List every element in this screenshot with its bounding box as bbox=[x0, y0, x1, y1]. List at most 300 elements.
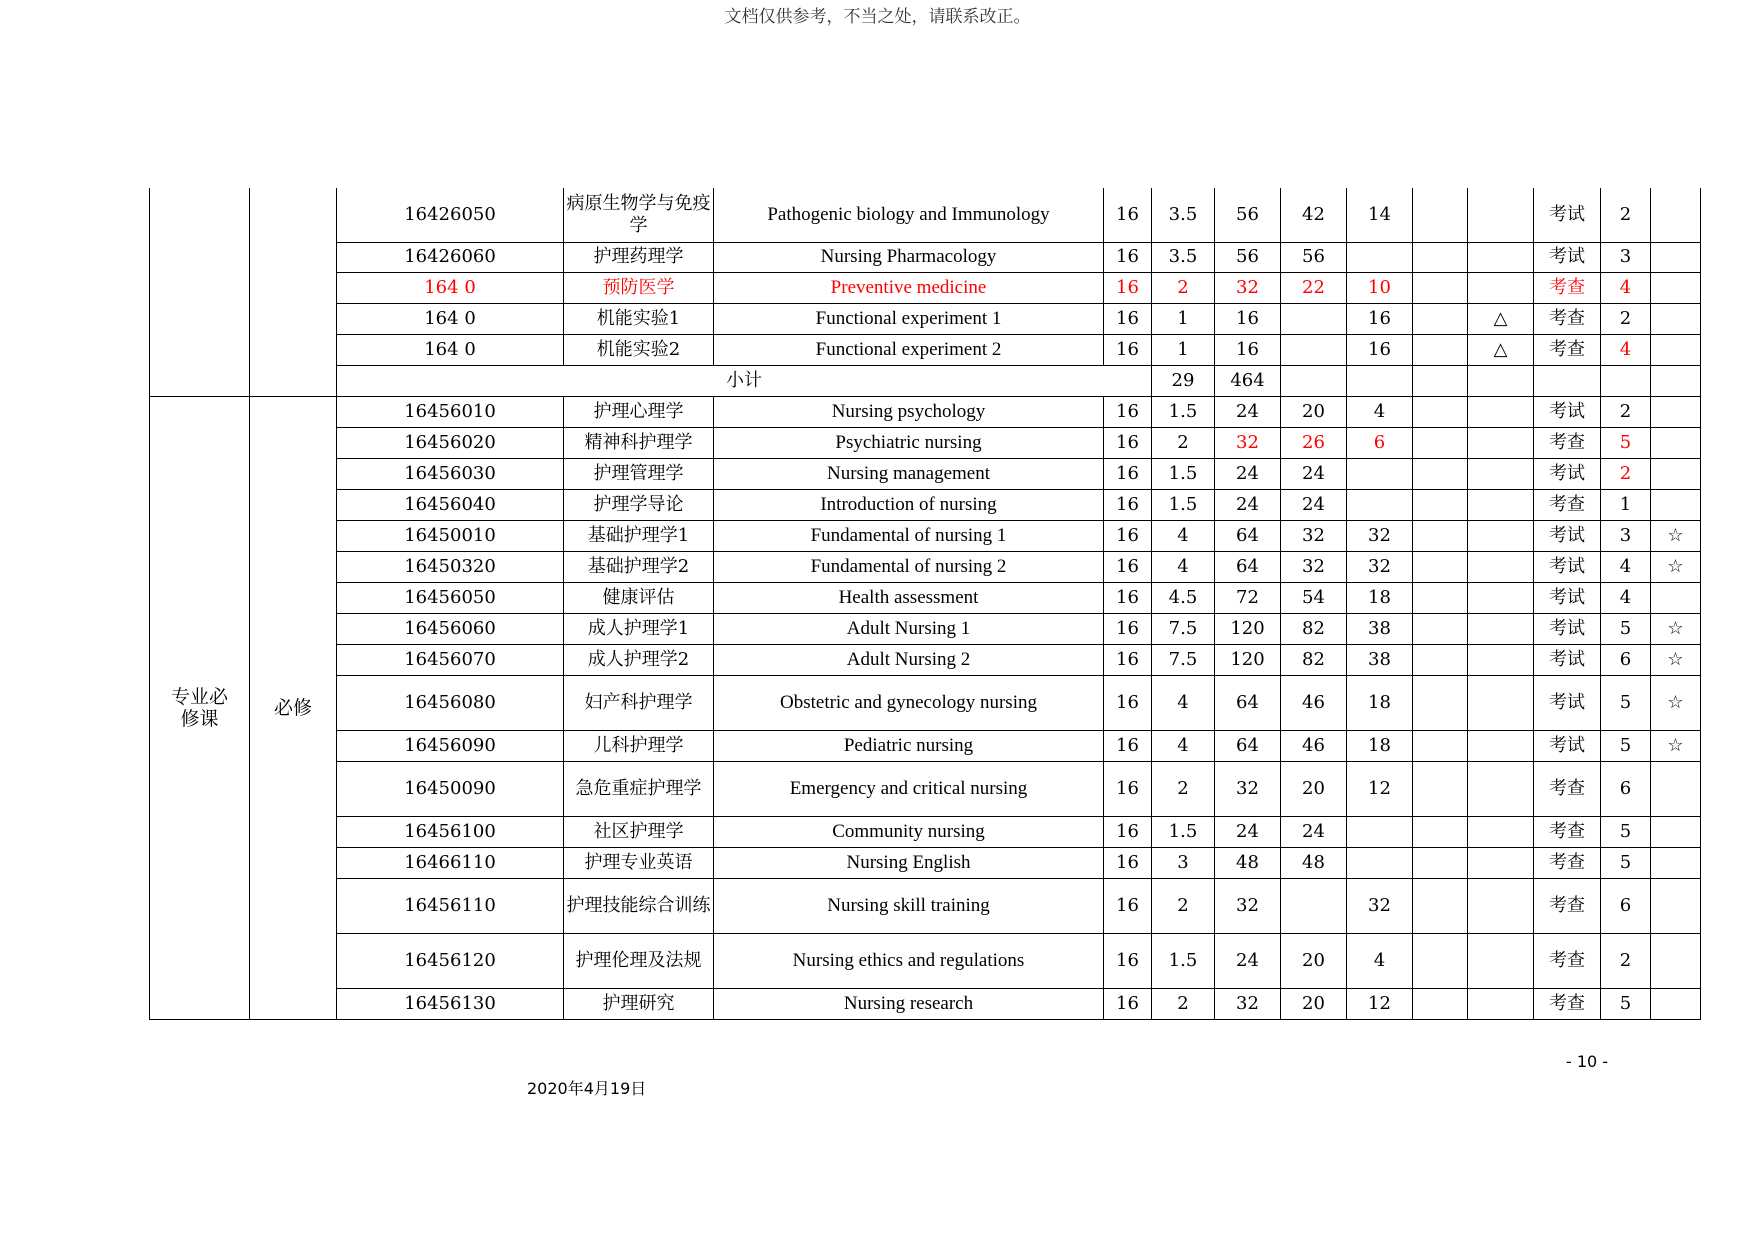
course-code: 16450010 bbox=[337, 520, 564, 551]
course-code: 16456110 bbox=[337, 878, 564, 933]
assessment-cell: 考查 bbox=[1534, 427, 1601, 458]
core-course-mark bbox=[1651, 582, 1701, 613]
theory-hours-cell bbox=[1281, 303, 1347, 334]
theory-hours-cell: 20 bbox=[1281, 933, 1347, 988]
total-hours-cell: 32 bbox=[1215, 878, 1281, 933]
theory-hours-cell: 26 bbox=[1281, 427, 1347, 458]
extra-hours-cell bbox=[1413, 582, 1468, 613]
course-name-cn: 护理心理学 bbox=[564, 396, 714, 427]
credit-cell: 2 bbox=[1152, 761, 1215, 816]
total-hours-cell: 72 bbox=[1215, 582, 1281, 613]
assessment-cell: 考试 bbox=[1534, 644, 1601, 675]
table-row bbox=[150, 878, 1701, 933]
theory-hours-cell: 46 bbox=[1281, 675, 1347, 730]
credit-cell: 1.5 bbox=[1152, 933, 1215, 988]
course-code: 16456020 bbox=[337, 427, 564, 458]
core-course-mark bbox=[1651, 303, 1701, 334]
core-course-mark bbox=[1651, 188, 1701, 242]
practice-hours-cell bbox=[1347, 242, 1413, 272]
course-name-en: Pathogenic biology and Immunology bbox=[714, 188, 1104, 242]
theory-hours-cell: 42 bbox=[1281, 188, 1347, 242]
assessment-cell: 考查 bbox=[1534, 988, 1601, 1019]
theory-hours-cell: 82 bbox=[1281, 613, 1347, 644]
document-date: 2020年4月19日 bbox=[527, 1079, 647, 1098]
theory-hours-cell: 82 bbox=[1281, 644, 1347, 675]
total-hours-cell: 24 bbox=[1215, 396, 1281, 427]
course-code: 16426050 bbox=[337, 188, 564, 242]
course-name-cn: 护理管理学 bbox=[564, 458, 714, 489]
course-name-en: Psychiatric nursing bbox=[714, 427, 1104, 458]
credit-cell: 2 bbox=[1152, 878, 1215, 933]
theory-hours-cell bbox=[1281, 878, 1347, 933]
course-table-body bbox=[150, 188, 1701, 1019]
theory-hours-cell bbox=[1281, 334, 1347, 365]
subtotal-total-hours: 464 bbox=[1215, 365, 1281, 396]
mark-cell: △ bbox=[1468, 303, 1534, 334]
total-hours-cell: 48 bbox=[1215, 847, 1281, 878]
table-row bbox=[150, 933, 1701, 988]
theory-hours-cell: 24 bbox=[1281, 458, 1347, 489]
core-course-mark bbox=[1651, 847, 1701, 878]
term-cell: 4 bbox=[1601, 582, 1651, 613]
empty-cell bbox=[1651, 365, 1701, 396]
term-cell: 2 bbox=[1601, 933, 1651, 988]
term-cell: 2 bbox=[1601, 458, 1651, 489]
type-cell: 必修 bbox=[250, 396, 337, 1019]
practice-hours-cell: 16 bbox=[1347, 303, 1413, 334]
extra-hours-cell bbox=[1413, 396, 1468, 427]
assessment-cell: 考查 bbox=[1534, 272, 1601, 303]
course-name-cn: 妇产科护理学 bbox=[564, 675, 714, 730]
mark-cell bbox=[1468, 847, 1534, 878]
course-code: 16456130 bbox=[337, 988, 564, 1019]
course-name-cn: 护理技能综合训练 bbox=[564, 878, 714, 933]
mark-cell bbox=[1468, 644, 1534, 675]
theory-hours-cell: 32 bbox=[1281, 520, 1347, 551]
total-hours-cell: 120 bbox=[1215, 644, 1281, 675]
course-code: 16456030 bbox=[337, 458, 564, 489]
course-name-en: Nursing English bbox=[714, 847, 1104, 878]
theory-hours-cell: 48 bbox=[1281, 847, 1347, 878]
course-name-en: Introduction of nursing bbox=[714, 489, 1104, 520]
extra-hours-cell bbox=[1413, 644, 1468, 675]
credit-cell: 4 bbox=[1152, 730, 1215, 761]
course-name-en: Health assessment bbox=[714, 582, 1104, 613]
practice-hours-cell: 12 bbox=[1347, 988, 1413, 1019]
type-cell-continued bbox=[250, 188, 337, 396]
course-code: 16456010 bbox=[337, 396, 564, 427]
assessment-cell: 考试 bbox=[1534, 520, 1601, 551]
practice-hours-cell: 6 bbox=[1347, 427, 1413, 458]
extra-hours-cell bbox=[1413, 878, 1468, 933]
course-name-en: Nursing management bbox=[714, 458, 1104, 489]
course-name-cn: 健康评估 bbox=[564, 582, 714, 613]
subtotal-credit: 29 bbox=[1152, 365, 1215, 396]
core-course-mark: ☆ bbox=[1651, 675, 1701, 730]
term-cell: 2 bbox=[1601, 303, 1651, 334]
course-name-en: Preventive medicine bbox=[714, 272, 1104, 303]
theory-hours-cell: 20 bbox=[1281, 396, 1347, 427]
header-note: 文档仅供参考，不当之处，请联系改正。 bbox=[724, 7, 1031, 27]
credit-cell: 7.5 bbox=[1152, 644, 1215, 675]
core-course-mark bbox=[1651, 242, 1701, 272]
table-row bbox=[150, 551, 1701, 582]
practice-hours-cell bbox=[1347, 847, 1413, 878]
course-name-cn: 护理学导论 bbox=[564, 489, 714, 520]
core-course-mark bbox=[1651, 489, 1701, 520]
term-cell: 5 bbox=[1601, 988, 1651, 1019]
extra-hours-cell bbox=[1413, 847, 1468, 878]
mark-cell bbox=[1468, 242, 1534, 272]
total-hours-cell: 56 bbox=[1215, 242, 1281, 272]
table-row bbox=[150, 272, 1701, 303]
mark-cell bbox=[1468, 427, 1534, 458]
table-row bbox=[150, 730, 1701, 761]
practice-hours-cell: 38 bbox=[1347, 613, 1413, 644]
table-row bbox=[150, 613, 1701, 644]
term-cell: 4 bbox=[1601, 551, 1651, 582]
credit-cell: 1.5 bbox=[1152, 458, 1215, 489]
weeks-cell: 16 bbox=[1104, 242, 1152, 272]
practice-hours-cell bbox=[1347, 489, 1413, 520]
course-name-en: Fundamental of nursing 2 bbox=[714, 551, 1104, 582]
course-code: 16456100 bbox=[337, 816, 564, 847]
empty-cell bbox=[1281, 365, 1347, 396]
weeks-cell: 16 bbox=[1104, 551, 1152, 582]
term-cell: 5 bbox=[1601, 847, 1651, 878]
practice-hours-cell: 4 bbox=[1347, 396, 1413, 427]
weeks-cell: 16 bbox=[1104, 458, 1152, 489]
mark-cell bbox=[1468, 675, 1534, 730]
core-course-mark bbox=[1651, 396, 1701, 427]
practice-hours-cell: 14 bbox=[1347, 188, 1413, 242]
course-name-en: Nursing Pharmacology bbox=[714, 242, 1104, 272]
table-row bbox=[150, 582, 1701, 613]
credit-cell: 1.5 bbox=[1152, 489, 1215, 520]
mark-cell bbox=[1468, 816, 1534, 847]
assessment-cell: 考试 bbox=[1534, 613, 1601, 644]
table-row bbox=[150, 396, 1701, 427]
credit-cell: 1 bbox=[1152, 303, 1215, 334]
weeks-cell: 16 bbox=[1104, 396, 1152, 427]
total-hours-cell: 64 bbox=[1215, 520, 1281, 551]
course-code: 16456090 bbox=[337, 730, 564, 761]
category-cell: 专业必修课 bbox=[150, 396, 250, 1019]
theory-hours-cell: 24 bbox=[1281, 816, 1347, 847]
credit-cell: 4 bbox=[1152, 675, 1215, 730]
total-hours-cell: 24 bbox=[1215, 933, 1281, 988]
term-cell: 1 bbox=[1601, 489, 1651, 520]
assessment-cell: 考试 bbox=[1534, 396, 1601, 427]
mark-cell bbox=[1468, 761, 1534, 816]
course-code: 164 0 bbox=[337, 334, 564, 365]
weeks-cell: 16 bbox=[1104, 675, 1152, 730]
assessment-cell: 考试 bbox=[1534, 675, 1601, 730]
assessment-cell: 考试 bbox=[1534, 458, 1601, 489]
practice-hours-cell: 18 bbox=[1347, 582, 1413, 613]
course-name-cn: 基础护理学1 bbox=[564, 520, 714, 551]
course-name-cn: 急危重症护理学 bbox=[564, 761, 714, 816]
total-hours-cell: 24 bbox=[1215, 458, 1281, 489]
course-name-cn: 社区护理学 bbox=[564, 816, 714, 847]
empty-cell bbox=[1347, 365, 1413, 396]
practice-hours-cell: 38 bbox=[1347, 644, 1413, 675]
table-row bbox=[150, 520, 1701, 551]
core-course-mark bbox=[1651, 878, 1701, 933]
extra-hours-cell bbox=[1413, 427, 1468, 458]
core-course-mark bbox=[1651, 272, 1701, 303]
course-code: 16450090 bbox=[337, 761, 564, 816]
assessment-cell: 考查 bbox=[1534, 303, 1601, 334]
course-name-cn: 护理伦理及法规 bbox=[564, 933, 714, 988]
mark-cell bbox=[1468, 582, 1534, 613]
page-number: - 10 - bbox=[1566, 1052, 1609, 1071]
credit-cell: 4.5 bbox=[1152, 582, 1215, 613]
course-name-en: Emergency and critical nursing bbox=[714, 761, 1104, 816]
extra-hours-cell bbox=[1413, 520, 1468, 551]
extra-hours-cell bbox=[1413, 303, 1468, 334]
weeks-cell: 16 bbox=[1104, 644, 1152, 675]
course-name-en: Fundamental of nursing 1 bbox=[714, 520, 1104, 551]
mark-cell bbox=[1468, 188, 1534, 242]
course-name-cn: 病原生物学与免疫学 bbox=[564, 188, 714, 242]
credit-cell: 3.5 bbox=[1152, 242, 1215, 272]
term-cell: 3 bbox=[1601, 242, 1651, 272]
weeks-cell: 16 bbox=[1104, 427, 1152, 458]
assessment-cell: 考试 bbox=[1534, 188, 1601, 242]
assessment-cell: 考查 bbox=[1534, 816, 1601, 847]
table-row bbox=[150, 816, 1701, 847]
course-name-en: Functional experiment 2 bbox=[714, 334, 1104, 365]
practice-hours-cell bbox=[1347, 458, 1413, 489]
mark-cell bbox=[1468, 458, 1534, 489]
credit-cell: 1.5 bbox=[1152, 396, 1215, 427]
course-name-en: Nursing skill training bbox=[714, 878, 1104, 933]
theory-hours-cell: 56 bbox=[1281, 242, 1347, 272]
total-hours-cell: 32 bbox=[1215, 272, 1281, 303]
mark-cell bbox=[1468, 520, 1534, 551]
course-code: 164 0 bbox=[337, 303, 564, 334]
practice-hours-cell: 4 bbox=[1347, 933, 1413, 988]
total-hours-cell: 64 bbox=[1215, 675, 1281, 730]
term-cell: 6 bbox=[1601, 644, 1651, 675]
weeks-cell: 16 bbox=[1104, 520, 1152, 551]
theory-hours-cell: 54 bbox=[1281, 582, 1347, 613]
core-course-mark: ☆ bbox=[1651, 730, 1701, 761]
course-name-en: Adult Nursing 2 bbox=[714, 644, 1104, 675]
core-course-mark bbox=[1651, 816, 1701, 847]
core-course-mark: ☆ bbox=[1651, 551, 1701, 582]
core-course-mark bbox=[1651, 334, 1701, 365]
term-cell: 2 bbox=[1601, 396, 1651, 427]
core-course-mark: ☆ bbox=[1651, 520, 1701, 551]
course-name-en: Obstetric and gynecology nursing bbox=[714, 675, 1104, 730]
table-row bbox=[150, 458, 1701, 489]
table-row bbox=[150, 188, 1701, 242]
theory-hours-cell: 20 bbox=[1281, 988, 1347, 1019]
term-cell: 5 bbox=[1601, 427, 1651, 458]
course-code: 16456060 bbox=[337, 613, 564, 644]
credit-cell: 1.5 bbox=[1152, 816, 1215, 847]
assessment-cell: 考试 bbox=[1534, 582, 1601, 613]
table-row bbox=[150, 847, 1701, 878]
term-cell: 5 bbox=[1601, 730, 1651, 761]
weeks-cell: 16 bbox=[1104, 613, 1152, 644]
total-hours-cell: 32 bbox=[1215, 427, 1281, 458]
course-name-cn: 机能实验1 bbox=[564, 303, 714, 334]
assessment-cell: 考查 bbox=[1534, 334, 1601, 365]
table-row bbox=[150, 489, 1701, 520]
assessment-cell: 考查 bbox=[1534, 933, 1601, 988]
theory-hours-cell: 32 bbox=[1281, 551, 1347, 582]
table-row bbox=[150, 761, 1701, 816]
empty-cell bbox=[1601, 365, 1651, 396]
weeks-cell: 16 bbox=[1104, 933, 1152, 988]
subtotal-row bbox=[150, 365, 1701, 396]
total-hours-cell: 64 bbox=[1215, 551, 1281, 582]
mark-cell bbox=[1468, 613, 1534, 644]
empty-cell bbox=[1413, 365, 1468, 396]
extra-hours-cell bbox=[1413, 730, 1468, 761]
core-course-mark bbox=[1651, 933, 1701, 988]
course-name-cn: 护理专业英语 bbox=[564, 847, 714, 878]
extra-hours-cell bbox=[1413, 761, 1468, 816]
extra-hours-cell bbox=[1413, 613, 1468, 644]
extra-hours-cell bbox=[1413, 551, 1468, 582]
extra-hours-cell bbox=[1413, 933, 1468, 988]
course-name-cn: 基础护理学2 bbox=[564, 551, 714, 582]
credit-cell: 7.5 bbox=[1152, 613, 1215, 644]
course-name-cn: 护理研究 bbox=[564, 988, 714, 1019]
course-code: 16456120 bbox=[337, 933, 564, 988]
total-hours-cell: 16 bbox=[1215, 303, 1281, 334]
course-name-en: Functional experiment 1 bbox=[714, 303, 1104, 334]
course-code: 16456040 bbox=[337, 489, 564, 520]
course-code: 16456050 bbox=[337, 582, 564, 613]
credit-cell: 2 bbox=[1152, 272, 1215, 303]
category-cell-continued bbox=[150, 188, 250, 396]
table-row bbox=[150, 427, 1701, 458]
practice-hours-cell: 16 bbox=[1347, 334, 1413, 365]
extra-hours-cell bbox=[1413, 242, 1468, 272]
term-cell: 3 bbox=[1601, 520, 1651, 551]
extra-hours-cell bbox=[1413, 988, 1468, 1019]
extra-hours-cell bbox=[1413, 489, 1468, 520]
course-code: 164 0 bbox=[337, 272, 564, 303]
extra-hours-cell bbox=[1413, 188, 1468, 242]
mark-cell bbox=[1468, 933, 1534, 988]
credit-cell: 4 bbox=[1152, 551, 1215, 582]
mark-cell bbox=[1468, 489, 1534, 520]
assessment-cell: 考试 bbox=[1534, 730, 1601, 761]
mark-cell: △ bbox=[1468, 334, 1534, 365]
course-code: 16426060 bbox=[337, 242, 564, 272]
course-name-en: Community nursing bbox=[714, 816, 1104, 847]
subtotal-label: 小计 bbox=[337, 365, 1152, 396]
assessment-cell: 考查 bbox=[1534, 878, 1601, 933]
practice-hours-cell: 18 bbox=[1347, 730, 1413, 761]
mark-cell bbox=[1468, 878, 1534, 933]
mark-cell bbox=[1468, 396, 1534, 427]
weeks-cell: 16 bbox=[1104, 188, 1152, 242]
term-cell: 5 bbox=[1601, 816, 1651, 847]
weeks-cell: 16 bbox=[1104, 988, 1152, 1019]
weeks-cell: 16 bbox=[1104, 730, 1152, 761]
course-table bbox=[149, 188, 1701, 1020]
assessment-cell: 考查 bbox=[1534, 847, 1601, 878]
credit-cell: 2 bbox=[1152, 988, 1215, 1019]
table-row bbox=[150, 334, 1701, 365]
weeks-cell: 16 bbox=[1104, 303, 1152, 334]
course-name-cn: 机能实验2 bbox=[564, 334, 714, 365]
theory-hours-cell: 22 bbox=[1281, 272, 1347, 303]
theory-hours-cell: 24 bbox=[1281, 489, 1347, 520]
course-name-en: Adult Nursing 1 bbox=[714, 613, 1104, 644]
mark-cell bbox=[1468, 730, 1534, 761]
course-name-en: Pediatric nursing bbox=[714, 730, 1104, 761]
extra-hours-cell bbox=[1413, 272, 1468, 303]
course-name-en: Nursing research bbox=[714, 988, 1104, 1019]
term-cell: 5 bbox=[1601, 613, 1651, 644]
term-cell: 2 bbox=[1601, 188, 1651, 242]
theory-hours-cell: 20 bbox=[1281, 761, 1347, 816]
core-course-mark bbox=[1651, 427, 1701, 458]
weeks-cell: 16 bbox=[1104, 847, 1152, 878]
weeks-cell: 16 bbox=[1104, 816, 1152, 847]
course-code: 16450320 bbox=[337, 551, 564, 582]
extra-hours-cell bbox=[1413, 334, 1468, 365]
mark-cell bbox=[1468, 988, 1534, 1019]
core-course-mark bbox=[1651, 458, 1701, 489]
practice-hours-cell bbox=[1347, 816, 1413, 847]
practice-hours-cell: 12 bbox=[1347, 761, 1413, 816]
theory-hours-cell: 46 bbox=[1281, 730, 1347, 761]
core-course-mark bbox=[1651, 988, 1701, 1019]
table-row bbox=[150, 242, 1701, 272]
term-cell: 4 bbox=[1601, 272, 1651, 303]
weeks-cell: 16 bbox=[1104, 334, 1152, 365]
core-course-mark: ☆ bbox=[1651, 644, 1701, 675]
course-code: 16466110 bbox=[337, 847, 564, 878]
core-course-mark: ☆ bbox=[1651, 613, 1701, 644]
total-hours-cell: 56 bbox=[1215, 188, 1281, 242]
total-hours-cell: 32 bbox=[1215, 988, 1281, 1019]
assessment-cell: 考试 bbox=[1534, 242, 1601, 272]
extra-hours-cell bbox=[1413, 458, 1468, 489]
practice-hours-cell: 32 bbox=[1347, 520, 1413, 551]
total-hours-cell: 24 bbox=[1215, 489, 1281, 520]
course-name-cn: 儿科护理学 bbox=[564, 730, 714, 761]
course-name-cn: 预防医学 bbox=[564, 272, 714, 303]
term-cell: 4 bbox=[1601, 334, 1651, 365]
empty-cell bbox=[1468, 365, 1534, 396]
credit-cell: 4 bbox=[1152, 520, 1215, 551]
course-name-en: Nursing ethics and regulations bbox=[714, 933, 1104, 988]
term-cell: 5 bbox=[1601, 675, 1651, 730]
course-name-cn: 护理药理学 bbox=[564, 242, 714, 272]
extra-hours-cell bbox=[1413, 816, 1468, 847]
assessment-cell: 考查 bbox=[1534, 761, 1601, 816]
total-hours-cell: 64 bbox=[1215, 730, 1281, 761]
total-hours-cell: 32 bbox=[1215, 761, 1281, 816]
credit-cell: 3 bbox=[1152, 847, 1215, 878]
weeks-cell: 16 bbox=[1104, 761, 1152, 816]
table-row bbox=[150, 644, 1701, 675]
total-hours-cell: 16 bbox=[1215, 334, 1281, 365]
course-code: 16456070 bbox=[337, 644, 564, 675]
mark-cell bbox=[1468, 551, 1534, 582]
course-name-cn: 精神科护理学 bbox=[564, 427, 714, 458]
